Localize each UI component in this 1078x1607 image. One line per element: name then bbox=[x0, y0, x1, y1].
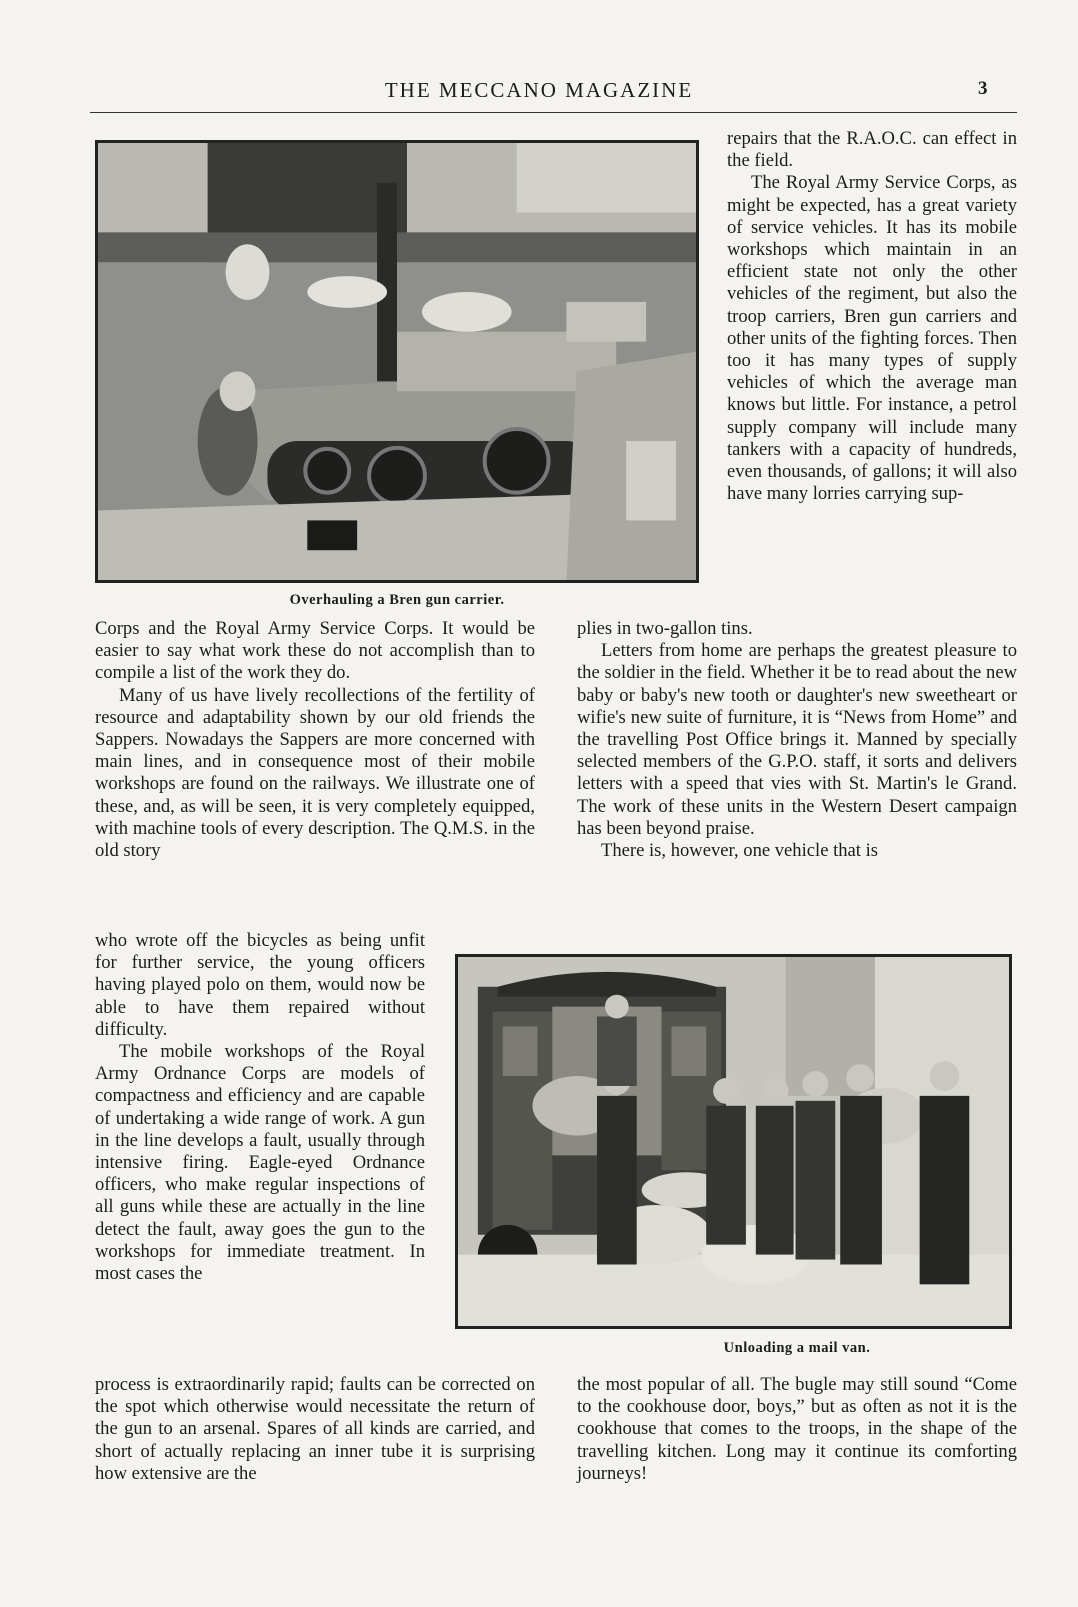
paragraph: The Royal Army Service Corps, as might be expected, has a great variety of service vehicles. It has its mobile workshops which maintain in an efficient state not only the other vehicles of the regiment, but also the troop carriers, Bren gun carriers and other units of the fighting forces. Then too it has many types of supply vehicles of which the average man knows but little. For instance, a petrol supply company will include many tankers with a capacity of hundreds, even thousands, of gallons; it will also have many lorries carrying sup- bbox=[727, 172, 1017, 505]
mail-van-caption: Unloading a mail van. bbox=[723, 1340, 871, 1356]
page-number: 3 bbox=[978, 78, 988, 99]
right-column-mid bbox=[577, 618, 1017, 862]
mail-van-image bbox=[458, 957, 1009, 1326]
bren-carrier-image bbox=[98, 143, 696, 580]
paragraph: There is, however, one vehicle that is bbox=[601, 840, 879, 862]
paragraph: Many of us have lively recollections of the fertility of resource and adaptability shown by our old friends the Sappers. Nowadays the Sappers are more concerned with main lines, and in consequence most of their mobile workshops are found on the railways. We illustrate one of these, and, as will be seen, it is very completely equipped, with machine tools of every description. The Q.M.S. in the old story bbox=[95, 684, 535, 862]
paragraph: the most popular of all. The bugle may still sound “Come to the cookhouse door, boys,” but as often as not it is the cookhouse that comes to the troops, in the shape of the travelling kitchen. Long may it continue its comforting journeys! bbox=[577, 1374, 1017, 1484]
right-column-bottom bbox=[577, 1374, 1017, 1485]
paragraph: The mobile workshops of the Royal Army Ordnance Corps are models of compactness and efficiency and are capable of undertaking a wide range of work. A gun in the line develops a fault, usually through intensive firing. Eagle-eyed Ordnance officers, who make regular inspections of all guns while these are actually in the line detect the fault, away goes the gun to the workshops for immediate treatment. In most cases the bbox=[95, 1041, 425, 1285]
left-column-narrow bbox=[95, 930, 425, 1285]
header-rule bbox=[90, 112, 1017, 113]
bren-carrier-photo bbox=[95, 140, 699, 583]
paragraph: process is extraordinarily rapid; faults can be corrected on the spot which otherwise would necessitate the return of the gun to an arsenal. Spares of all kinds are carried, and short of actually replacing an inner tube it is surprising how extensive are the bbox=[95, 1374, 535, 1484]
left-column-main bbox=[95, 618, 535, 862]
mail-van-photo bbox=[455, 954, 1012, 1329]
paragraph: repairs that the R.A.O.C. can effect in the field. bbox=[727, 128, 1017, 172]
paragraph: plies in two-gallon tins. bbox=[577, 618, 753, 639]
left-column-bottom bbox=[95, 1374, 535, 1485]
paragraph: Corps and the Royal Army Service Corps. It would be easier to say what work these do not accomplish than to compile a list of the work they do. bbox=[95, 618, 535, 684]
magazine-title: THE MECCANO MAGAZINE bbox=[384, 78, 694, 102]
bren-carrier-caption: Overhauling a Bren gun carrier. bbox=[289, 592, 505, 608]
paragraph: who wrote off the bicycles as being unfit for further service, the young officers having played polo on them, would now be able to have them repaired without difficulty. bbox=[95, 930, 425, 1040]
paragraph: Letters from home are perhaps the greatest pleasure to the soldier in the field. Whether it be to read about the new baby or baby's new tooth or daughter's new sweetheart or wifie's new suite of furniture, it is “News from Home” and the travelling Post Office brings it. Manned by specially selected members of the G.P.O. staff, it sorts and delivers letters with a speed that vies with St. Martin's le Grand. The work of these units in the Western Desert campaign has been beyond praise. bbox=[577, 640, 1017, 839]
right-column-top bbox=[727, 128, 1017, 505]
